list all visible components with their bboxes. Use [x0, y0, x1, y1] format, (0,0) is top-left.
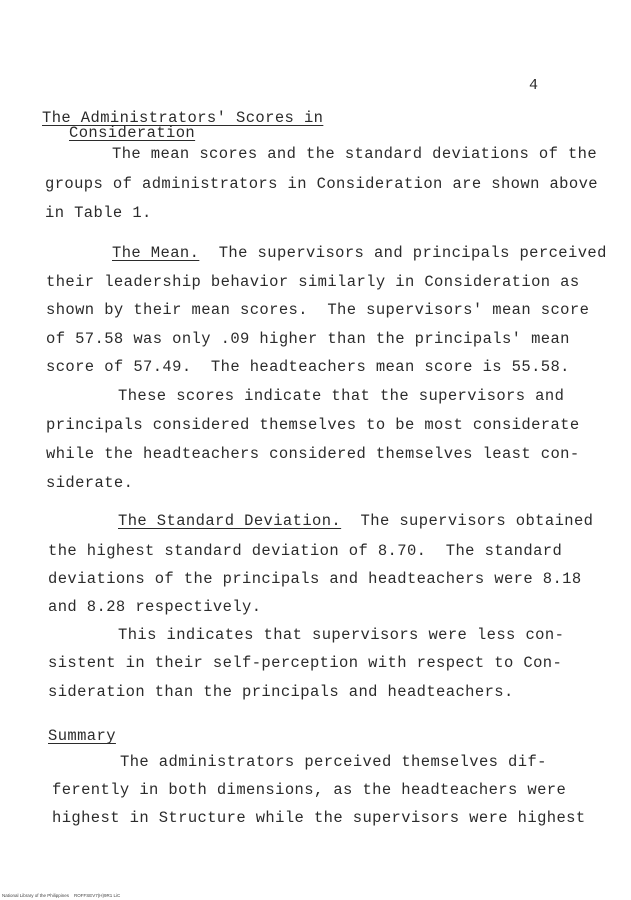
mean-line: of 57.58 was only .09 higher than the principals' mean [46, 330, 570, 348]
std-first-line-rest: The supervisors obtained [360, 512, 594, 530]
mean-line: shown by their mean scores. The supervisors' mean score [46, 301, 590, 319]
mean-line: their leadership behavior similarly in Consideration as [46, 273, 580, 291]
summary-line: The administrators perceived themselves dif- [120, 753, 547, 771]
mean-para2-line: while the headteachers considered themselves least con- [46, 445, 580, 463]
summary-line: ferently in both dimensions, as the headteachers were [52, 781, 567, 799]
section-heading-line1: The Administrators' Scores in [42, 109, 324, 127]
std-line: the highest standard deviation of 8.70. The standard [48, 542, 563, 560]
page-number: 4 [529, 77, 539, 94]
std-para2-line: This indicates that supervisors were less con- [118, 626, 565, 644]
intro-line: in Table 1. [45, 204, 152, 222]
summary-heading: Summary [48, 727, 116, 745]
section-heading-line2: Consideration [69, 124, 196, 142]
std-label: The Standard Deviation. [118, 512, 342, 530]
std-line: and 8.28 respectively. [48, 598, 262, 616]
mean-line: score of 57.49. The headteachers mean score is 55.58. [46, 358, 570, 376]
std-para2-line: sistent in their self-perception with respect to Con- [48, 654, 563, 672]
archive-footer: National Library of the Philippines ROFFSEV7(H)9R1 LiC [2, 893, 121, 898]
mean-para2-line: siderate. [46, 474, 134, 492]
std-line: deviations of the principals and headteachers were 8.18 [48, 570, 582, 588]
mean-para2-line: principals considered themselves to be most considerate [46, 416, 580, 434]
summary-line: highest in Structure while the supervisors were highest [52, 809, 586, 827]
intro-line: The mean scores and the standard deviations of the [112, 145, 598, 163]
std-para2-line: sideration than the principals and headteachers. [48, 683, 514, 701]
intro-line: groups of administrators in Consideration are shown above [45, 175, 598, 193]
mean-label: The Mean. [112, 244, 200, 262]
std-first-line [118, 512, 593, 530]
mean-para2-line: These scores indicate that the supervisors and [118, 387, 565, 405]
mean-first-line-rest: The supervisors and principals perceived [218, 244, 607, 262]
mean-first-line [112, 244, 607, 262]
